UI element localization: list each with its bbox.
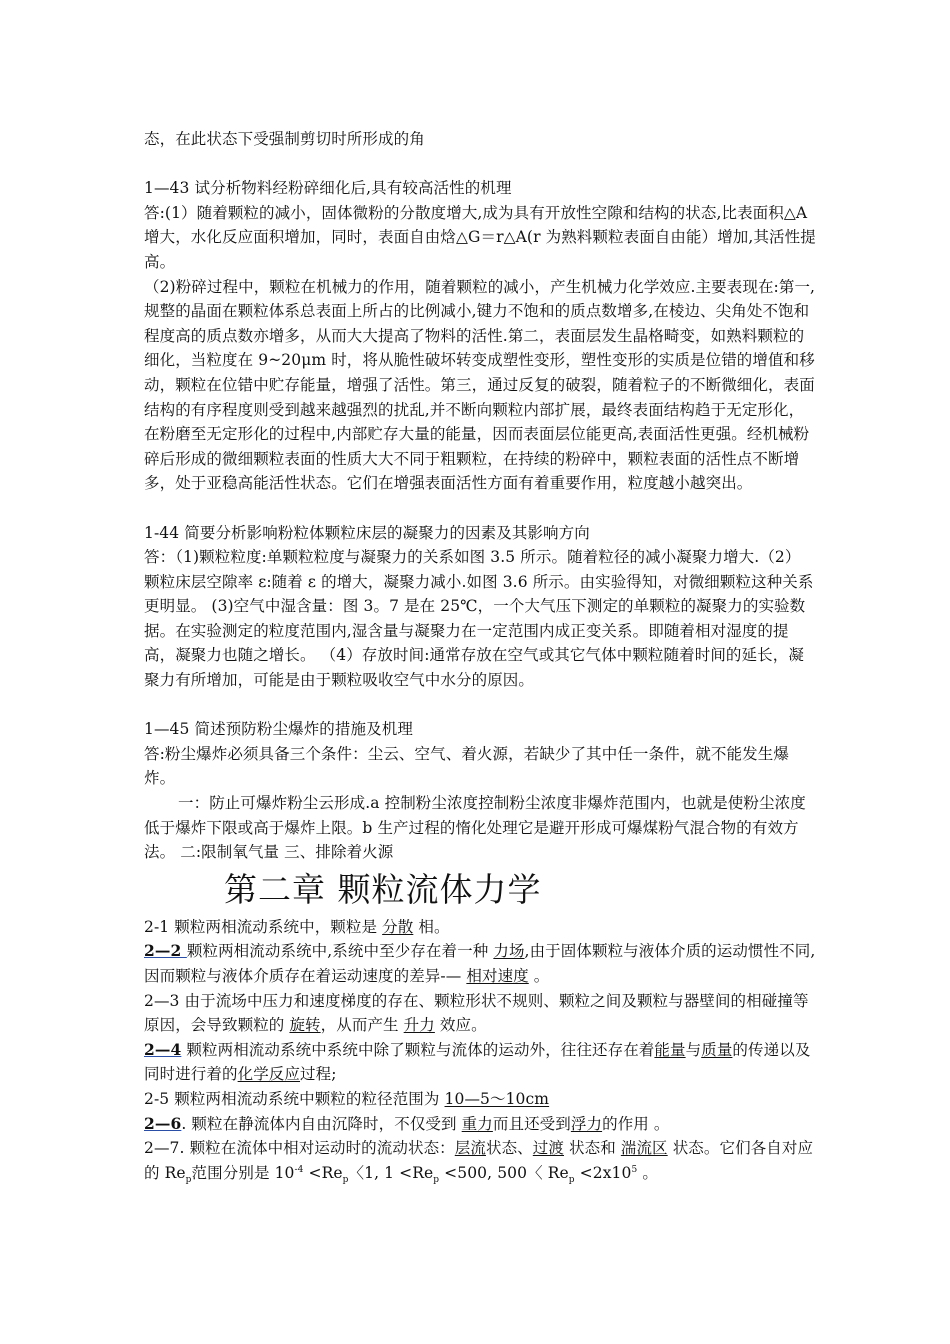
question-1-45-title: 1—45 简述预防粉尘爆炸的措施及机理: [144, 720, 413, 739]
q27-m1: 状态、: [485, 1139, 533, 1158]
answer-1-45-part1: 答:粉尘爆炸必须具备三个条件：尘云、空气、着火源，若缺少了其中任一条件，就不能发生爆炸。: [144, 744, 789, 788]
chapter-title: 第二章 颗粒流体力学: [224, 869, 542, 909]
question-2-6: [144, 1112, 816, 1137]
q22-answer-1: 力场: [493, 942, 525, 961]
answer-1-43-part2: （2)粉碎过程中，颗粒在机械力的作用，随着颗粒的减小，产生机械力化学效应.主要表现在:第一,规整的晶面在颗粒体系总表面上所占的比例减小,键力不饱和的质点数增多,在棱边、尖角处不饱和程度高的质点数亦增多，从而大大提高了物料的活性.第二，表面层发生晶格畸变，如熟料颗粒的细化，当粒度在 9~20μm 时，将从脆性破坏转变成塑性变形，塑性变形的实质是位错的增值和移动，颗粒在位错中贮存能量，增强了活性。第三，通过反复的破裂，随着粒子的不断微细化，表面结构的有序程度则受到越来越强烈的扰乱,并不断向颗粒内部扩展，最终表面结构趋于无定形化，在粉磨至无定形化的过程中,内部贮存大量的能量，因而表面层位能更高,表面活性更强。经机械粉碎后形成的微细颗粒表面的性质大大不同于粗颗粒，在持续的粉碎中，颗粒表面的活性点不断增多，处于亚稳高能活性状态。它们在增强表面活性方面有着重要作用，粒度越小越突出。: [144, 277, 816, 493]
q21-answer: 分散: [382, 917, 414, 936]
q27-m8: <2x10: [574, 1163, 632, 1182]
q23-answer-1: 旋转: [289, 1016, 321, 1035]
q24-answer-2: 质量: [701, 1040, 733, 1059]
question-2-1: [144, 915, 816, 940]
q24-answer-1: 能量: [654, 1040, 686, 1059]
q25-answer: 10—5～10cm: [444, 1089, 550, 1108]
q27-exp1: -4: [294, 1164, 304, 1175]
q21-pre: 2-1 颗粒两相流动系统中，颗粒是: [144, 917, 383, 936]
q26-mid: 而且还受到: [492, 1114, 571, 1133]
q27-exp2: 5: [631, 1164, 638, 1175]
q22-post: 。: [528, 967, 550, 985]
q23-answer-2: 升力: [403, 1016, 435, 1035]
spacer: [144, 496, 816, 521]
answer-1-43-part1: 答:(1）随着颗粒的减小，固体微粉的分散度增大,成为具有开放性空隙和结构的状态,比表面积△A 增大，水化反应面积增加，同时，表面自由焓△G＝r△A(r 为熟料颗粒表面自由能）增加,其活性提高。: [144, 203, 816, 271]
question-2-2: [144, 939, 816, 988]
question-2-7: [144, 1136, 816, 1185]
spacer: [144, 693, 816, 718]
answer-1-45-part2: 一：防止可爆炸粉尘云形成.a 控制粉尘浓度控制粉尘浓度非爆炸范围内，也就是使粉尘浓度低于爆炸下限或高于爆炸上限。b 生产过程的惰化处理它是避开形成可爆煤粉气混合物的有效方法。 二:限制氧气量 三、排除着火源: [144, 794, 806, 862]
q27-m2: 状态和: [564, 1139, 621, 1158]
q27-answer-1: 层流: [454, 1139, 486, 1158]
q23-mid: ，从而产生: [320, 1016, 404, 1035]
q27-m7: <500, 500〈 Re: [439, 1163, 569, 1182]
q24-answer-3: 化学反应: [237, 1065, 301, 1084]
q23-post: 效应。: [434, 1016, 487, 1035]
q25-pre: 2-5 颗粒两相流动系统中颗粒的粒径范围为: [144, 1089, 445, 1108]
q27-pre: 2—7. 颗粒在流体中相对运动时的流动状态：: [144, 1139, 455, 1158]
q24-mid2: 的传递以及同时进行着的: [144, 1040, 811, 1084]
q27-m4: 范围分别是 10: [191, 1163, 295, 1182]
answer-1-44: 答：（1)颗粒粒度:单颗粒粒度与凝聚力的关系如图 3.5 所示。随着粒径的减小凝聚力增大.（2）颗粒床层空隙率 ε:随着 ε 的增大，凝聚力减小.如图 3.6 所示。由实验得知，对微细颗粒这种关系更明显。 (3)空气中湿含量：图 3。7 是在 25℃，一个大气压下测定的单颗粒的凝聚力的实验数据。在实验测定的粒度范围内,湿含量与凝聚力在一定范围内成正变关系。即随着相对湿度的提高，凝聚力也随之增长。 （4）存放时间:通常存放在空气或其它气体中颗粒随着时间的延长，凝聚力有所增加，可能是由于颗粒吸收空气中水分的原因。: [144, 548, 814, 690]
q24-mid1: 与: [685, 1040, 702, 1059]
question-2-5: [144, 1087, 816, 1112]
q24-post: 过程;: [300, 1065, 337, 1084]
document-body: [144, 127, 816, 1185]
question-1-43-title: 1—43 试分析物料经粉碎细化后,具有较高活性的机理: [144, 179, 512, 198]
q22-number: 2—2: [144, 941, 187, 961]
q22-pre: 颗粒两相流动系统中,系统中至少存在着一种: [186, 942, 494, 961]
q22-mid: ,由于固体颗粒与液体介质的运动惯性不同,因而颗粒与液体介质存在着运动速度的差异-—: [144, 942, 816, 985]
q27-sub3: p: [433, 1174, 440, 1185]
spacer: [144, 152, 816, 177]
q24-pre: 颗粒两相流动系统中系统中除了颗粒与流体的运动外，往往还存在着: [181, 1040, 655, 1059]
intro-line: 态，在此状态下受强制剪切时所形成的角: [144, 130, 425, 148]
q27-answer-3: 湍流区: [620, 1139, 668, 1158]
q27-sub2: p: [342, 1174, 349, 1185]
q27-answer-2: 过渡: [532, 1139, 564, 1158]
q27-sub1: p: [185, 1174, 192, 1185]
question-1-44-title: 1-44 简要分析影响粉粒体颗粒床层的凝聚力的因素及其影响方向: [144, 523, 590, 542]
q26-number: 2—6: [144, 1113, 182, 1133]
q27-m6: 〈1, 1 <Re: [348, 1163, 434, 1182]
q27-post: 。: [637, 1163, 658, 1182]
q27-sub4: p: [568, 1174, 575, 1185]
question-2-4: [144, 1038, 816, 1087]
q26-pre: . 颗粒在静流体内自由沉降时，不仅受到: [181, 1114, 462, 1133]
q26-post: 的作用 。: [602, 1114, 670, 1133]
q26-answer-1: 重力: [461, 1114, 493, 1133]
question-2-3: [144, 989, 816, 1038]
q21-post: 相。: [413, 917, 450, 936]
q23-pre: 2—3 由于流场中压力和速度梯度的存在、颗粒形状不规则、颗粒之间及颗粒与器壁间的相碰撞等原因，会导致颗粒的: [144, 991, 809, 1035]
q26-answer-2: 浮力: [570, 1114, 603, 1133]
q27-m5: <Re: [303, 1163, 343, 1182]
q22-answer-2: 相对速度: [466, 967, 529, 985]
q27-m3: 状态。它们各自对应的 Re: [144, 1139, 814, 1182]
q24-number: 2—4: [144, 1039, 182, 1059]
